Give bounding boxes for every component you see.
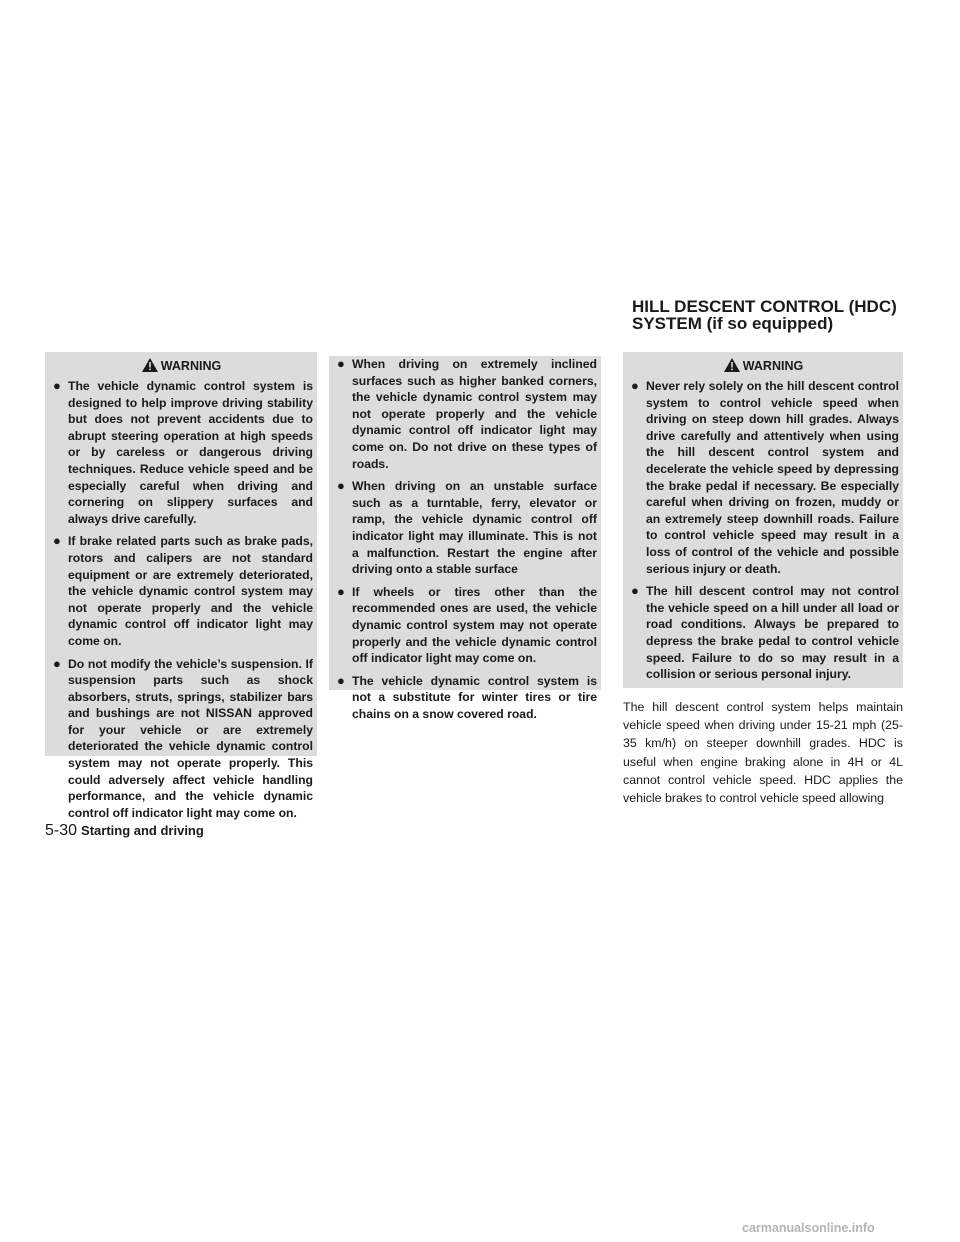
warning-item [49,378,313,527]
warning-item [333,584,597,667]
warning-title: WARNING [742,359,804,373]
bullet-icon: ● [53,533,61,549]
column-3 [623,352,903,807]
bullet-icon: ● [337,356,345,371]
warning-item-text: When driving on extremely inclined surfaces such as higher banked corners, the vehicle dynamic control system may not operate properly and the vehicle dynamic control off indicator light may come on. Do not drive on these types of roads. [352,357,597,471]
warning-item [333,356,597,472]
bullet-icon: ● [53,378,61,393]
column-1 [45,352,317,820]
bullet-icon: ● [337,478,345,494]
warning-box-2 [329,356,601,721]
body-paragraph: The hill descent control system helps maintain vehicle speed when driving under 15-21 mph (25-35 km/h) on steeper downhill grades. HDC is useful when engine braking alone in 4H or 4L cannot control vehicle speed. HDC applies the vehicle brakes to control vehicle speed allowing [623,700,903,806]
warning-item [49,656,313,822]
warning-box-3 [623,352,903,688]
page-number: 5-30 [45,822,78,839]
warning-item [333,478,597,578]
watermark: carmanualsonline.info [742,1221,875,1235]
warning-box-1 [45,352,317,820]
page-footer [45,822,204,840]
warning-item-text: The vehicle dynamic control system is not a substitute for winter tires or tire chains on a snow covered road. [352,673,597,721]
warning-title: WARNING [160,359,222,373]
bullet-icon: ● [631,583,639,599]
warning-header [627,356,899,376]
warning-item [333,673,597,723]
bullet-icon: ● [337,672,345,688]
warning-item-text: The vehicle dynamic control system is designed to help improve driving stability but does not prevent accidents due to abrupt steering operation at high speeds or by careless or dangerous driving techniques. Reduce vehicle speed and be especially careful when driving and cornering on slippery surfaces and always drive carefully. [68,379,313,526]
warning-triangle-icon [723,357,741,373]
warning-triangle-icon [141,357,159,373]
section-heading-line1: HILL DESCENT CONTROL (HDC) [632,297,897,316]
warning-item [627,583,899,683]
warning-item-text: The hill descent control may not control the vehicle speed on a hill under all load or road conditions. Always be prepared to depress the brake pedal to control vehicle speed. Failure to do so may result in a collision or serious personal injury. [646,584,899,682]
warning-item-text: Never rely solely on the hill descent control system to control vehicle speed when driving on steep down hill grades. Always drive carefully and attentively when using the hill descent control system and decelerate the vehicle speed by depressing the brake pedal if necessary. Be especially careful when driving on frozen, muddy or an extremely steep downhill roads. Failure to control vehicle speed may result in a loss of control of the vehicle and possible serious injury or death. [646,379,899,576]
warning-item-text: If brake related parts such as brake pads, rotors and calipers are not standard equipment or are extremely deteriorated, the vehicle dynamic control system may not operate properly and the vehicle dynamic control off indicator light may come on. [68,534,313,648]
warning-header [49,356,313,376]
warning-item [627,378,899,577]
section-heading-line2: SYSTEM (if so equipped) [632,314,834,333]
bullet-icon: ● [631,378,639,393]
section-heading [632,298,932,332]
bullet-icon: ● [53,655,61,671]
section-name: Starting and driving [81,823,204,838]
column-2 [329,356,601,721]
bullet-icon: ● [337,583,345,599]
warning-item-text: Do not modify the vehicle’s suspension. If suspension parts such as shock absorbers, struts, springs, stabilizer bars and bushings are not NISSAN approved for your vehicle or are extremely deteriorated the vehicle dynamic control system may not operate properly. This could adversely affect vehicle handling performance, and the vehicle dynamic control off indicator light may come on. [68,656,313,820]
warning-item-text: If wheels or tires other than the recommended ones are used, the vehicle dynamic control system may not operate properly and the vehicle dynamic control off indicator light may come on. [352,584,597,666]
warning-item-text: When driving on an unstable surface such as a turntable, ferry, elevator or ramp, the vehicle dynamic control off indicator light may illuminate. This is not a malfunction. Restart the engine after driving onto a stable surface [352,479,597,577]
warning-item [49,533,313,649]
